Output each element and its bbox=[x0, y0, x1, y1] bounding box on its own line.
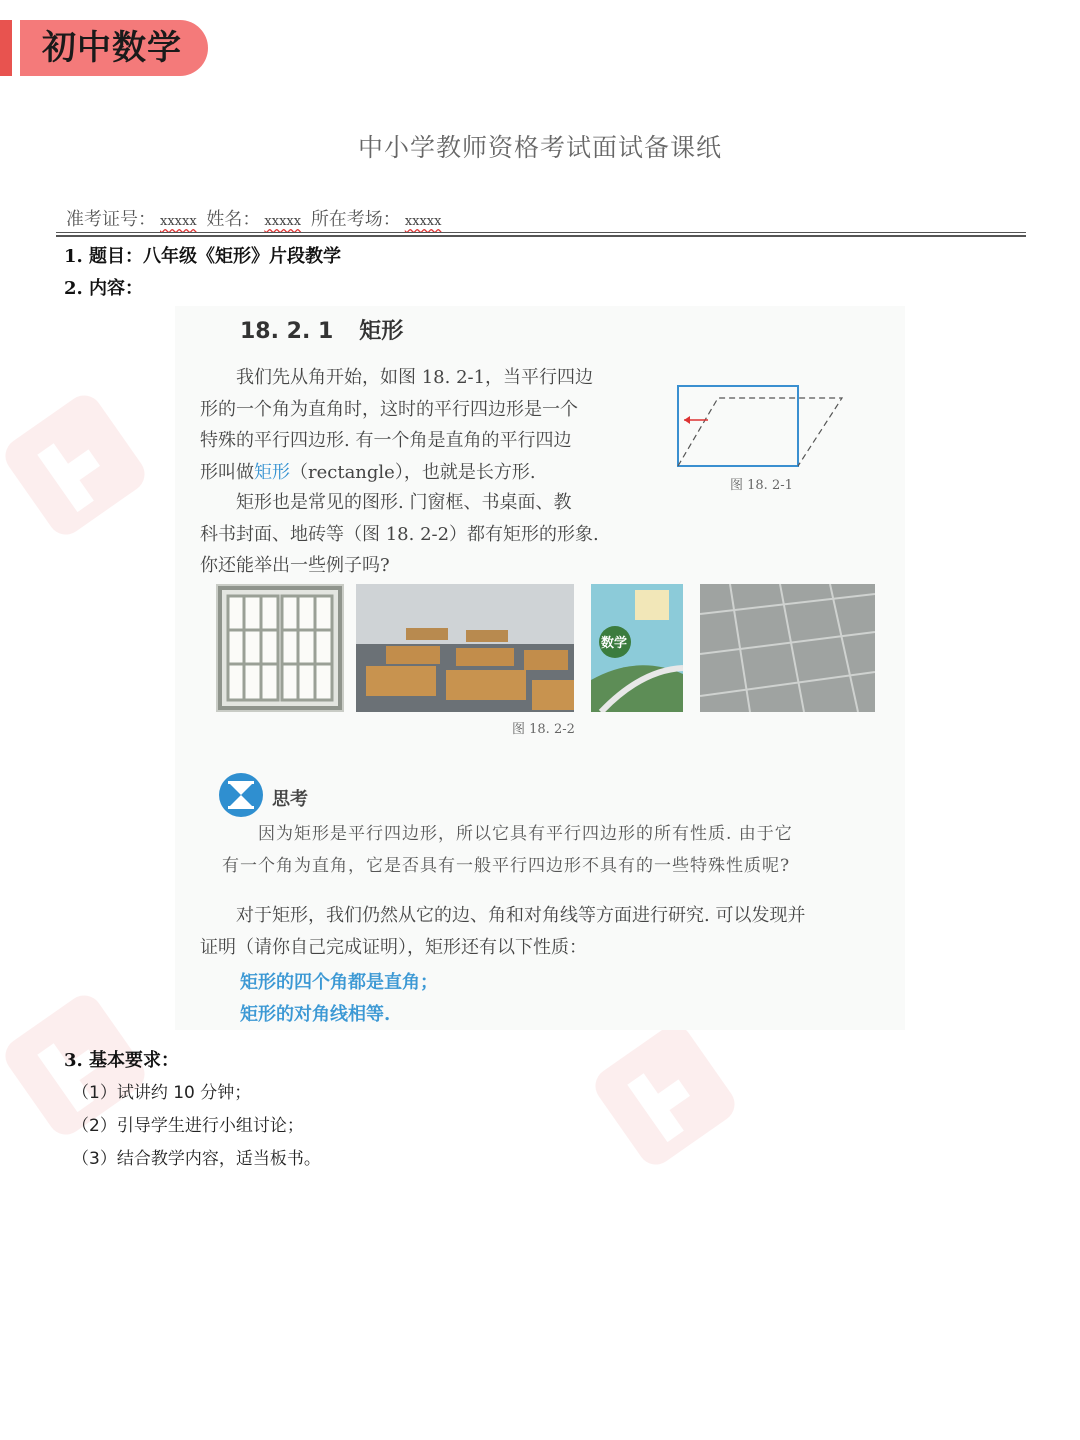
arrowhead-icon bbox=[684, 416, 690, 424]
question-content-label: 2. 内容： bbox=[64, 278, 144, 299]
text-line: 证明（请你自己完成证明），矩形还有以下性质： bbox=[200, 936, 587, 958]
text-line: 你还能举出一些例子吗? bbox=[200, 555, 390, 576]
watermark-logo bbox=[0, 374, 166, 555]
paragraph-1 bbox=[200, 362, 640, 488]
text-line: 科书封面、地砖等（图 18. 2-2）都有矩形的形象. bbox=[200, 523, 599, 545]
requirement-item: （2）引导学生进行小组讨论； bbox=[72, 1116, 304, 1136]
id-label: 准考证号： bbox=[66, 209, 156, 230]
text-line bbox=[200, 457, 640, 489]
requirements-heading: 3. 基本要求： bbox=[64, 1050, 180, 1071]
figure-caption: 图 18. 2-2 bbox=[512, 722, 575, 737]
site-value: xxxxx bbox=[404, 214, 442, 229]
text-line: 形的一个角为直角时，这时的平行四边形是一个 bbox=[200, 398, 578, 420]
photo-window-frame bbox=[216, 584, 344, 712]
text-line: 有一个角为直角，它是否具有一般平行四边形不具有的一些特殊性质呢? bbox=[222, 856, 791, 876]
book-cover-title: 数学 bbox=[601, 636, 628, 651]
divider bbox=[56, 232, 1026, 233]
section-number: 18. 2. 1 bbox=[240, 319, 334, 344]
section-heading bbox=[240, 314, 403, 345]
candidate-info-row bbox=[66, 205, 445, 231]
term-rectangle: 矩形 bbox=[254, 461, 290, 483]
photo-floor-tiles bbox=[700, 584, 875, 712]
divider bbox=[56, 235, 1026, 237]
requirement-item: （3）结合教学内容，适当板书。 bbox=[72, 1149, 321, 1169]
text-line: 矩形也是常见的图形. 门窗框、书桌面、教 bbox=[200, 492, 572, 513]
think-label: 思考 bbox=[272, 789, 308, 810]
paragraph-3 bbox=[200, 900, 900, 963]
property-diagonals: 矩形的对角线相等. bbox=[240, 1004, 391, 1025]
subject-badge: 初中数学 bbox=[20, 20, 208, 76]
text-line: 因为矩形是平行四边形，所以它具有平行四边形的所有性质. 由于它 bbox=[222, 824, 793, 844]
photo-math-textbook bbox=[591, 584, 683, 712]
property-angles: 矩形的四个角都是直角； bbox=[240, 972, 438, 993]
watermark-logo bbox=[574, 1004, 755, 1185]
requirement-item: （1）试讲约 10 分钟； bbox=[72, 1083, 252, 1103]
text-segment: （rectangle），也就是长方形. bbox=[290, 461, 536, 483]
text-line: 我们先从角开始，如图 18. 2-1，当平行四边 bbox=[200, 367, 594, 388]
section-title: 矩形 bbox=[359, 319, 404, 344]
think-icon bbox=[218, 772, 264, 818]
text-segment: 形叫做 bbox=[200, 461, 254, 483]
question-title: 1. 题目：八年级《矩形》片段教学 bbox=[64, 246, 342, 267]
document-title: 中小学教师资格考试面试备课纸 bbox=[357, 133, 722, 162]
badge-accent-bar bbox=[0, 20, 12, 76]
site-label: 所在考场： bbox=[310, 209, 401, 230]
figure-parallelogram-rectangle bbox=[672, 378, 852, 478]
paragraph-2 bbox=[200, 487, 640, 582]
id-value: xxxxx bbox=[160, 214, 197, 229]
photo-classroom-desks bbox=[356, 584, 574, 712]
text-line: 对于矩形，我们仍然从它的边、角和对角线等方面进行研究. 可以发现并 bbox=[200, 905, 806, 926]
text-line: 特殊的平行四边形. 有一个角是直角的平行四边 bbox=[200, 430, 572, 451]
name-label: 姓名： bbox=[206, 209, 261, 230]
think-question bbox=[222, 818, 882, 882]
parallelogram-shape bbox=[678, 398, 842, 466]
figure-caption: 图 18. 2-1 bbox=[730, 478, 793, 493]
name-value: xxxxx bbox=[264, 214, 302, 229]
